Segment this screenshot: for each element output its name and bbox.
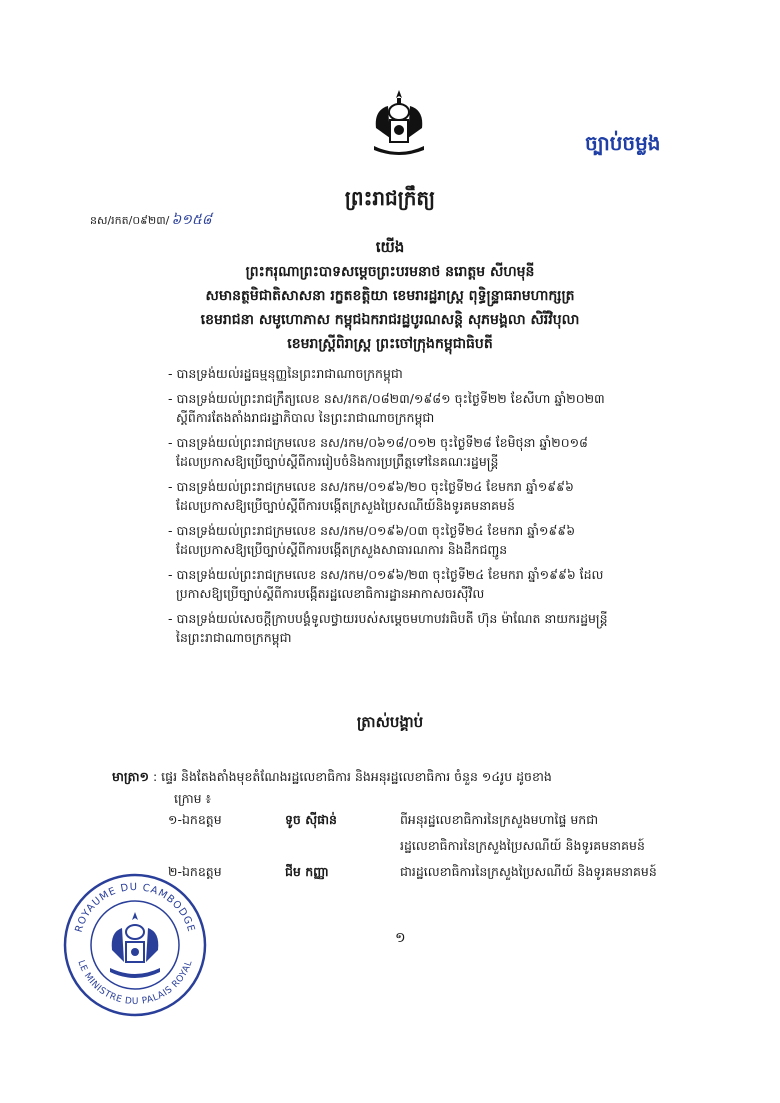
preamble-item: [168, 389, 728, 427]
preamble-line: - បានទ្រង់យល់ព្រះរាជក្រមលេខ នស/រកម/០១៩៦/០៣ ចុះថ្ងៃទី២៤ ខែមករា ឆ្នាំ១៩៩៦: [168, 523, 576, 538]
preamble-line: ប្រកាសឱ្យប្រើច្បាប់ស្តីពីការបង្កើតរដ្ឋលេខាធិការដ្ឋានអាកាសចរស៊ីវិល: [176, 586, 485, 601]
preamble-item: [168, 364, 728, 383]
preamble-line: ស្តីពីការតែងតាំងរាជរដ្ឋាភិបាល នៃព្រះរាជាណាចក្រកម្ពុជា: [176, 410, 435, 425]
article-text-cont: ក្រោម ៖: [174, 791, 211, 806]
royal-emblem-icon: [368, 88, 430, 158]
appointment-post-cont: រដ្ឋលេខាធិការនៃក្រសួងប្រៃសណីយ៍ និងទូរគមនាគមន៍: [400, 838, 645, 853]
preamble-line: - បានទ្រង់យល់សេចក្តីក្រាបបង្គំទូលថ្វាយរបស់សម្តេចមហាបវរធិបតី ហ៊ុន ម៉ាណែត នាយករដ្ឋមន្ត្រី: [168, 611, 608, 626]
royal-title-line-1: ព្រះករុណាព្រះបាទសម្តេចព្រះបរមនាថ នរោត្តម សីហមុនី: [245, 264, 535, 280]
section-title: ត្រាស់បង្គាប់: [356, 713, 424, 731]
preamble-item: [168, 609, 728, 647]
preamble-line: ដែលប្រកាសឱ្យប្រើច្បាប់ស្តីពីការបង្កើតក្រសួងប្រៃសណីយ៍និងទូរគមនាគមន៍: [176, 498, 515, 513]
seal-text-bottom: LE MINISTRE DU PALAIS ROYAL: [75, 959, 195, 1008]
appointment-rank: ១-ឯកឧត្តម: [168, 812, 222, 827]
preamble-line: - បានទ្រង់យល់ព្រះរាជក្រមលេខ នស/រកម/០៦១៨/០១២ ចុះថ្ងៃទី២៨ ខែមិថុនា ឆ្នាំ២០១៨: [168, 435, 588, 450]
preamble-line: ដែលប្រកាសឱ្យប្រើច្បាប់ស្តីពីការរៀបចំនិងការប្រព្រឹត្តទៅនៃគណៈរដ្ឋមន្ត្រី: [176, 454, 499, 469]
preamble-item: [168, 433, 728, 471]
royal-title-line-3: ខេមរាជនា សមូហោភាស កម្ពុជឯករាជរដ្ឋបូរណសន្តិ សុភមង្គលា សិរីវិបុលា: [200, 312, 580, 328]
article-text: : ផ្ទេរ និងតែងតាំងមុខតំណែងរដ្ឋលេខាធិការ និងអនុរដ្ឋលេខាធិការ ចំនួន ១៤រូប ដូចខាង: [152, 769, 552, 784]
seal-text-top: ROYAUME DU CAMBODGE: [73, 881, 197, 934]
article-label: មាត្រា១: [112, 769, 149, 784]
preamble-item: [168, 521, 728, 559]
appointment-rank: ២-ឯកឧត្តម: [168, 864, 222, 879]
decree-number-handwritten: ៦១៥៨: [171, 212, 212, 228]
preamble-line: នៃព្រះរាជាណាចក្រកម្ពុជា: [176, 630, 292, 645]
preamble-list: [168, 364, 728, 647]
preamble-line: - បានទ្រង់យល់ព្រះរាជក្រមលេខ នស/រកម/០១៩៦/២៣ ចុះថ្ងៃទី២៤ ខែមករា ឆ្នាំ១៩៩៦ ដែល: [168, 567, 604, 582]
preamble-line: - បានទ្រង់យល់ព្រះរាជក្រឹត្យលេខ នស/រកត/០៨២៣/១៩៨១ ចុះថ្ងៃទី២២ ខែសីហា ឆ្នាំ២០២៣: [168, 391, 605, 406]
decree-number: [90, 210, 212, 231]
article-1: [112, 766, 702, 810]
preamble-line: - បានទ្រង់យល់ព្រះរាជក្រមលេខ នស/រកម/០១៩៦/២០ ចុះថ្ងៃទី២៤ ខែមករា ឆ្នាំ១៩៩៦: [168, 479, 574, 494]
preamble-item: [168, 565, 728, 603]
we-heading: យើង: [375, 238, 405, 256]
page-number: ១: [395, 930, 406, 946]
appointment-post: ពីអនុរដ្ឋលេខាធិការនៃក្រសួងមហាផ្ទៃ មកជា: [400, 812, 599, 827]
seal-emblem-icon: [110, 912, 160, 978]
document-type-title: ព្រះរាជក្រឹត្យ: [344, 186, 436, 210]
preamble-line: ដែលប្រកាសឱ្យប្រើច្បាប់ស្តីពីការបង្កើតក្រសួងសាធារណការ និងដឹកជញ្ជូន: [176, 542, 508, 557]
copy-stamp-label: ច្បាប់ចម្លង: [585, 131, 661, 155]
royal-title-line-2: សមានត្ថមិជាតិសាសនា រក្ខតខត្តិយា ខេមរារដ្ឋរាស្ត្រ ពុទ្ធិន្ទ្រាធរាមហាក្សត្រ: [205, 288, 575, 304]
royal-title-line-4: ខេមរាស្ត្រីពិរាស្ត្រ ព្រះចៅក្រុងកម្ពុជាធិបតី: [287, 336, 493, 352]
decree-number-printed: នស/រកត/០៩២៣/: [90, 214, 170, 227]
appointment-name: ជីម កញ្ញា: [285, 864, 329, 879]
appointment-name: ទូច ស៊ីផាន់: [285, 812, 337, 827]
preamble-line: - បានទ្រង់យល់រដ្ឋធម្មនុញ្ញនៃព្រះរាជាណាចក្រកម្ពុជា: [168, 366, 403, 381]
royal-palace-seal: [60, 870, 210, 1020]
appointment-post: ជារដ្ឋលេខាធិការនៃក្រសួងប្រៃសណីយ៍ និងទូរគមនាគមន៍: [400, 864, 657, 879]
preamble-item: [168, 477, 728, 515]
